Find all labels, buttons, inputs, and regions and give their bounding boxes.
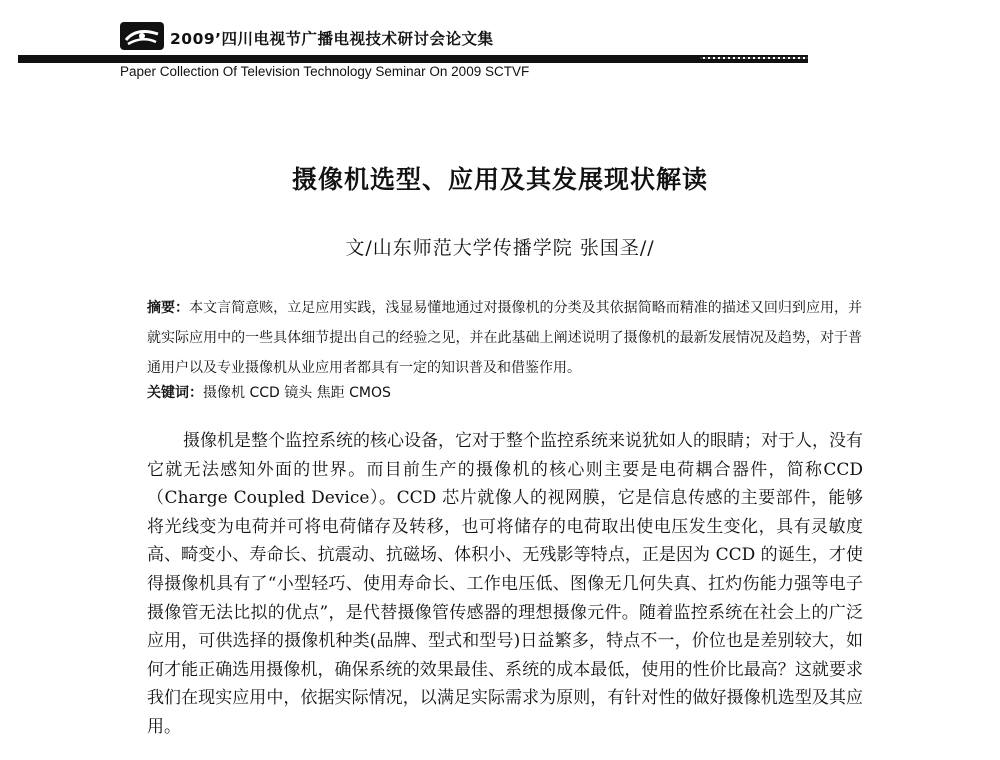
abstract (147, 293, 862, 383)
article-title: 摄像机选型、应用及其发展现状解读 (291, 165, 708, 194)
keywords (147, 380, 862, 406)
abstract-text: 本文言简意赅，立足应用实践，浅显易懂地通过对摄像机的分类及其依据简略而精准的描述又回归到应用，并就实际应用中的一些具体细节提出自己的经验之见，并在此基础上阐述说明了摄像机的最新发展情况及趋势，对于普通用户以及专业摄像机从业应用者都具有一定的知识普及和借鉴作用。 (147, 300, 862, 376)
keywords-label: 关键词： (147, 385, 203, 401)
keywords-text: 摄像机 CCD 镜头 焦距 CMOS (203, 385, 391, 401)
body-paragraph: 摄像机是整个监控系统的核心设备，它对于整个监控系统来说犹如人的眼睛；对于人，没有它就无法感知外面的世界。而目前生产的摄像机的核心则主要是电荷耦合器件，简称CCD（Charge Coupled Device）。CCD 芯片就像人的视网膜，它是信息传感的主要部件，能够将光线变为电荷并可将电荷储存及转移，也可将储存的电荷取出使电压发生变化，具有灵敏度高、畸变小、寿命长、抗震动、抗磁场、体积小、无残影等特点，正是因为 CCD 的诞生，才使得摄像机具有了“小型轻巧、使用寿命长、工作电压低、图像无几何失真、扛灼伤能力强等电子摄像管无法比拟的优点”，是代替摄像管传感器的理想摄像元件。随着监控系统在社会上的广泛应用，可供选择的摄像机种类(品牌、型式和型号)日益繁多，特点不一，价位也是差别较大，如何才能正确选用摄像机，确保系统的效果最佳、系统的成本最低，使用的性价比最高？这就要求我们在现实应用中，依据实际情况，以满足实际需求为原则，有针对性的做好摄像机选型及其应用。 (147, 431, 863, 737)
page-header (0, 0, 1000, 90)
proceedings-subtitle: Paper Collection Of Television Technology Seminar On 2009 SCTVF (120, 64, 530, 79)
tv-station-logo-icon (120, 22, 164, 50)
header-rule-tail (700, 57, 810, 59)
article-author: 文/山东师范大学传播学院 张国圣// (345, 237, 655, 259)
proceedings-title: 2009’四川电视节广播电视技术研讨会论文集 (170, 30, 494, 48)
header-rule (18, 55, 808, 63)
abstract-label: 摘要： (147, 300, 190, 316)
